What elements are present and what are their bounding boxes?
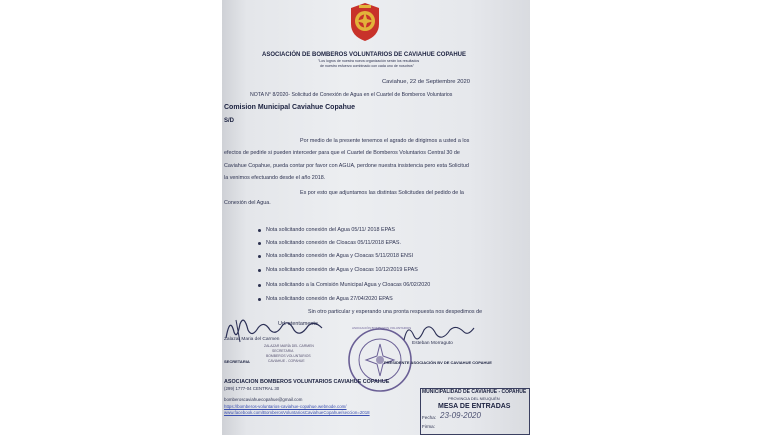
document-photo bbox=[222, 0, 530, 435]
secretary-stamp-line3: BOMBEROS VOLUNTARIOS bbox=[266, 354, 311, 358]
note-item: Nota solicitando conexión de Agua y Cloacas 5/11/2018 ENSI bbox=[266, 253, 414, 259]
stamp-fecha-label: Fecha: bbox=[422, 415, 437, 420]
note-item: Nota solicitando a la Comisión Municipal Agua y Cloacas 06/02/2020 bbox=[266, 282, 431, 288]
list-bullet bbox=[258, 255, 261, 258]
footer-facebook-link[interactable]: www.facebook.com/BomberosVoluntariosCaviahueCopahue/seccion=2018 bbox=[224, 410, 370, 415]
list-bullet bbox=[258, 269, 261, 272]
motto-line-1: "Los logros de nuestra nueva organización serán los resultados bbox=[318, 59, 420, 63]
recipient: Comision Municipal Caviahue Copahue bbox=[224, 104, 356, 111]
closing-line1: Sin otro particular y esperando una pronta respuesta nos despedimos de bbox=[308, 309, 483, 315]
para2-line2: Conexión del Agua. bbox=[224, 200, 271, 206]
stamp-fecha-value: 23-09-2020 bbox=[440, 411, 481, 420]
footer-phone: (299) 1777-04 CENTRAL 30 bbox=[224, 386, 280, 391]
stamp-municipality: MUNICIPALIDAD DE CAVIAHUE - COPAHUE bbox=[422, 389, 527, 395]
para2-line1: Es por esto que adjuntamos las distintas Solicitudes del pedido de la bbox=[300, 190, 464, 196]
para1-line1: Por medio de la presente tenemos el agrado de dirigirnos a usted a los bbox=[300, 138, 470, 144]
seal-text: ASOCIACIÓN BOMBEROS VOLUNTARIOS bbox=[352, 326, 412, 330]
note-item: Nota solicitando conexión del Agua 05/11/ 2018 EPAS bbox=[266, 227, 395, 233]
stamp-province: PROVINCIA DEL NEUQUÉN bbox=[448, 396, 500, 401]
letter-reference: NOTA N° 8/2020- Solicitud de Conexión de Agua en el Cuartel de Bomberos Voluntarios bbox=[250, 92, 453, 98]
secretary-stamp-line2: SECRETARIA bbox=[272, 349, 294, 353]
closing-line2: Ud. atentamente. bbox=[278, 321, 320, 327]
note-item: Nota solicitando conexión de Cloacas 05/11/2018 EPAS. bbox=[266, 240, 401, 246]
motto-line-2: de nuestro esfuerzo combinado con cada uno de nosotros" bbox=[320, 64, 414, 68]
secretary-name: Zalazar Maria del Carmen bbox=[224, 337, 280, 342]
secretary-stamp-line1: ZALAZAR MARÍA DEL CARMEN bbox=[264, 344, 314, 348]
stamp-firma-label: Firma: bbox=[422, 424, 436, 429]
secretary-role: SECRETARIA bbox=[224, 359, 250, 364]
stamp-mesa-de-entradas: MESA DE ENTRADAS bbox=[438, 403, 511, 410]
footer-org: ASOCIACION BOMBEROS VOLUNTARIOS CAVIAHUE COPAHUE bbox=[224, 379, 390, 385]
footer-website-link[interactable]: https://bomberos-voluntarios-caviahue-copahue.webnode.com/ bbox=[224, 404, 347, 409]
salutation-sd: S/D bbox=[224, 118, 235, 124]
letter-date: Caviahue, 22 de Septiembre 2020 bbox=[382, 79, 470, 85]
org-title: ASOCIACIÓN DE BOMBEROS VOLUNTARIOS DE CAVIAHUE COPAHUE bbox=[262, 52, 467, 58]
list-bullet bbox=[258, 298, 261, 301]
list-bullet bbox=[258, 284, 261, 287]
fire-department-crest-logo bbox=[348, 2, 382, 42]
list-bullet bbox=[258, 242, 261, 245]
para1-line3: Caviahue Copahue, pueda contar por favor con AGUA, perdone nuestra insistencia pero esta Solicitud bbox=[224, 163, 469, 169]
note-item: Nota solicitando conexión de Agua y Cloacas 10/12/2019 EPAS bbox=[266, 267, 418, 273]
president-role: PRESIDENTE ASOCIACIÓN BV DE CAVIAHUE COPAHUE bbox=[384, 360, 492, 365]
footer-email: bomberoscaviahuecopahue@gmail.com bbox=[224, 397, 303, 402]
note-item: Nota solicitando conexión de Agua 27/04/2020 EPAS bbox=[266, 296, 393, 302]
para1-line2: efectos de pedirle si pueden interceder para que el Cuartel de Bomberos Voluntarios Central 30 de bbox=[224, 150, 460, 156]
para1-line4: la venimos efectuando desde el año 2018. bbox=[224, 175, 326, 181]
president-name: Esteban Morraguto bbox=[412, 341, 453, 346]
list-bullet bbox=[258, 229, 261, 232]
secretary-stamp-line4: CAVIAHUE - COPAHUE bbox=[268, 359, 305, 363]
